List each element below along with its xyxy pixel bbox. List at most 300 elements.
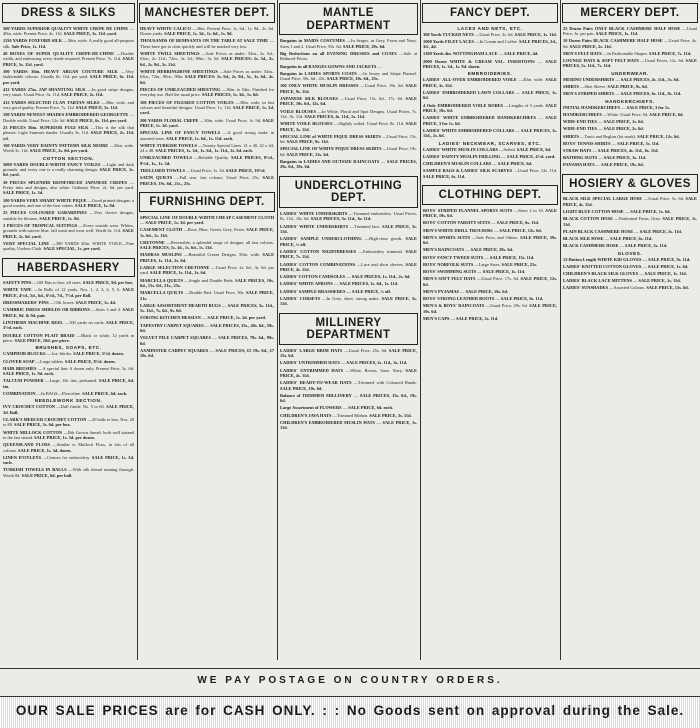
- item-price: SALE PRICE, 3s. 11d.: [280, 121, 417, 132]
- item-text: —Usual Price, 4s. 6d.: [563, 38, 697, 49]
- item-text: —Very choice designs, suitable for blouses.: [3, 210, 134, 221]
- list-item: [423, 128, 557, 139]
- item-lead: Bargains in MAIDS COSTUMES: [280, 38, 345, 44]
- list-item: [140, 168, 274, 173]
- list-item: [423, 235, 557, 246]
- item-text: —Black or white, 12 yards in piece.: [3, 332, 134, 343]
- item-lead: JAPANESE SILK BLOUSES: [280, 95, 338, 101]
- item-lead: TURKISH TOWELS IN BALLS: [3, 467, 67, 473]
- item-lead: MEN'S SOFT FELT HATS: [423, 276, 476, 282]
- item-price: SALE PRICE, 1s. 6d. yard.: [3, 166, 134, 178]
- item-text: —Reliable Quality.: [193, 155, 230, 161]
- subsection-heading: COTTON SECTION.: [42, 155, 95, 161]
- item-lead: THOUSANDS OF REMNANTS ON THE TABLE AT SALE TIME: [140, 38, 269, 44]
- item-text: —38in. wide, and very good quality. Present Price, 7s. 11d.: [3, 99, 134, 110]
- item-lead: BOYS' COTTON VARSITY SUITS: [423, 220, 491, 226]
- item-lead: LADIES' COTTON NIGHTDRESSES: [280, 248, 357, 254]
- item-text: —36in. wide. Worth 3s. 11d.: [3, 142, 134, 154]
- item-lead: LOUNGE HATS & SOFT FELT HATS: [563, 58, 639, 64]
- item-lead: LINTHERN MACHINE REEL: [3, 319, 64, 325]
- department-section: [420, 185, 560, 321]
- list-item: [280, 368, 417, 379]
- item-text: —36in. to 54in. Finished for everyday use. Half the usual price.: [140, 86, 274, 98]
- item-price: SALE PRICE, 3 for 1s.: [626, 104, 670, 110]
- list-item: [3, 143, 134, 154]
- item-price: SALE PRICE, 2s. 6d. yard.: [3, 228, 134, 239]
- item-text: —In Rolls of 12 yards. Nos. 1, 2, 3, 4, 5, 6.: [33, 287, 121, 293]
- list-item: [3, 162, 134, 178]
- item-price: SALE PRICES, 3s. 11d., 5s. 11d., 7s. 6d., 9s. 6d.: [140, 302, 274, 314]
- list-item: [563, 134, 697, 139]
- item-price: SALE PRICE, 3½d. each.: [3, 319, 134, 331]
- item-text: —In Serges, in Grey, Fawn and Navy. Sizes 1 and 2. Usual Price, 59s. 6d.: [280, 38, 417, 49]
- item-text: —Sale Prices as under: 54in., 2s. 6d.; 63in., 2s. 11d.; 72in., 3s. 3d.; 80in., 3s. 6d.: [140, 50, 274, 62]
- list-item: [280, 38, 417, 49]
- item-text: —: [492, 161, 497, 167]
- item-lead: 412 YARDS SELECTED CLAN TARTAN SILKS: [3, 99, 100, 105]
- item-text: —Usual Price, 1s. 3d.: [186, 167, 225, 173]
- item-text: —: [346, 288, 351, 294]
- list-item: [423, 32, 557, 37]
- item-lead: LADIES' CORSETS: [280, 295, 321, 301]
- list-item: [423, 289, 557, 294]
- item-lead: 100 ONLY WHITE MUSLIN DRESSES: [280, 83, 359, 89]
- list-item: [563, 58, 697, 69]
- item-text: —Full size, fast colours. Usual Price, 25s.: [175, 175, 260, 181]
- item-price: SALE PRICES, 1s. 3d., 1s. 6d., 1s. 11d., 2s. 6d. each.: [155, 148, 253, 154]
- item-price: SALE PRICE, 1s. 6d.: [630, 208, 671, 214]
- list-item: [3, 223, 134, 239]
- item-lead: MEN'S & BOYS' RAINCOATS: [423, 303, 485, 309]
- item-price: SALE PRICE, 1s. 3d. each.: [3, 454, 134, 466]
- item-lead: LARGE ASSORTMENT HEARTH RUGS: [140, 302, 221, 308]
- item-text: —: [201, 315, 207, 321]
- department-section: [0, 3, 137, 252]
- item-lead: LADIES' WHITE EMBROIDERED HANDKERCHIEFS: [423, 115, 536, 121]
- item-lead: MEN'S CAPS: [423, 315, 450, 321]
- column-2: [137, 3, 277, 365]
- item-price: SALE PRICE, 4s. 11d.: [280, 261, 417, 272]
- list-item: [563, 112, 697, 117]
- item-text: —A special line; 6 dozen only. Present Price, 3s. 6d.: [38, 365, 134, 371]
- list-item: [280, 405, 417, 410]
- item-text: —: [376, 419, 381, 425]
- item-price: SALE PRICE, 3s. 11d.: [369, 412, 412, 418]
- list-item: [3, 404, 134, 415]
- list-item: [423, 269, 557, 274]
- item-text: —: [377, 63, 382, 69]
- item-price: SALE PRICE, 5s. 11d.: [617, 140, 660, 146]
- item-price: SALE PRICE, 1s. 4d.: [75, 300, 116, 306]
- item-price: SALE PRICES, 1s. 11d., 2s. 6d.: [351, 274, 411, 280]
- item-price: SALE PRICE, 2s. 11d.: [569, 43, 612, 49]
- list-item: [3, 26, 134, 37]
- item-price: SALE PRICE, 1s. 9d.: [75, 202, 116, 208]
- item-lead: CHILDREN'S BLACK SILK GLOVES: [563, 271, 639, 276]
- item-text: —Usual Price, 15s. 6d., 17s. 6d.: [340, 95, 404, 101]
- item-text: —40in. wide. Present Price, 4s. 11d.: [3, 25, 134, 37]
- item-price: SALE PRICE, 6d. each.: [82, 390, 128, 396]
- item-text: —: [465, 247, 470, 253]
- list-item: [3, 391, 134, 396]
- item-text: —Centres for embroidery.: [42, 454, 91, 460]
- item-price: SALE PRICE, 1s. 6d.: [647, 263, 689, 269]
- list-item: [563, 105, 697, 110]
- item-price: SALE PRICE, ¼ off.: [352, 288, 392, 294]
- item-price: SALE PRICES, 1s. 11d., 2s. 6d.: [140, 252, 275, 263]
- list-item: [423, 147, 557, 152]
- item-lead: Bargains in LADIES SPORTS COATS: [280, 70, 357, 76]
- item-lead: LADIES' EMBROIDERED LAWN COLLARS: [423, 90, 515, 96]
- item-lead: WHITE TAPE: [3, 287, 32, 293]
- item-text: —: [592, 147, 597, 153]
- subsection-heading: LACES AND NETS, ETC.: [457, 25, 523, 31]
- item-text: —: [642, 256, 647, 262]
- item-price: SALE PRICE, 12s. 6d.: [286, 151, 330, 157]
- item-lead: LADIES' DAINTY MUSLIN FRILLING: [423, 153, 501, 159]
- item-price: SALE PRICE, 19s. 6d.: [423, 207, 557, 219]
- item-lead: 1200 Yards 4in. NOTTINGHAM LACE: [423, 51, 498, 57]
- item-price: SALE PRICE, 6d. tin.: [3, 378, 134, 389]
- item-lead: STRONG KITCHEN HESSIAN: [140, 315, 201, 321]
- list-item: [140, 130, 274, 141]
- list-item: [280, 348, 417, 359]
- item-text: —Sizes 2 to 10.: [514, 207, 544, 213]
- list-item: [423, 39, 557, 50]
- item-text: —Usual Price, 29s. 6d.: [485, 303, 528, 309]
- item-price: SALE PRICE, 6d.: [516, 146, 552, 152]
- item-lead: VOILE BLOUSES: [280, 108, 316, 114]
- item-lead: 30 PIECES SPLENDID REINFORCED JAPANESE CREPES: [3, 179, 128, 185]
- department-section: [277, 3, 420, 170]
- item-text: —Trimmed embroidery. Usual Prices, 8s. 11d., 10s. 6d.: [280, 211, 417, 222]
- list-item: [140, 348, 274, 359]
- item-lead: SHIRTS: [563, 84, 579, 90]
- department-header: MANCHESTER DEPT.: [139, 3, 275, 23]
- item-text: —: [595, 162, 601, 168]
- list-item: [280, 121, 417, 132]
- item-price: SALE PRICE, 10s. 6d., 12s. 6d.: [280, 95, 417, 107]
- item-lead: MADRAS MUSLINS: [140, 252, 182, 258]
- item-text: —Usual Price, 17s. 6d.: [477, 276, 519, 282]
- list-item: [280, 211, 417, 222]
- item-text: —: [604, 235, 610, 241]
- item-text: —Twenty Special Lines: 21 x 40, 22 x 44, 24 x 48.: [140, 142, 274, 154]
- item-price: SALE PRICE, 12s. 6d.: [499, 227, 542, 233]
- list-item: [423, 255, 557, 260]
- item-text: —Large Sizes.: [474, 261, 501, 267]
- list-item: [3, 198, 134, 209]
- item-text: —Double Bed. Usual Price, 30s.: [184, 290, 245, 296]
- list-item: [563, 162, 697, 167]
- item-text: —Slightly soiled. Usual Price, 8s. 11d.: [334, 121, 405, 127]
- item-text: —36in. wide. A really good all-purpose silk.: [3, 38, 135, 49]
- item-text: —: [346, 274, 351, 280]
- item-price: SALE PRICE, 4½d., 5d., 6d., 6½d., 7d., 7½d. per Roll.: [3, 287, 135, 298]
- item-lead: TALCUM POWDER: [3, 378, 44, 384]
- item-lead: LADIES' WHITE EMBROIDERED COLLARS: [423, 127, 515, 133]
- item-lead: 300 YARDS 36in. HEAVY ARGAN COUTURE SILK: [3, 68, 118, 74]
- item-price: SALE PRICE, 5s. 11d.: [280, 295, 417, 307]
- list-item: [140, 51, 274, 67]
- list-item: [140, 335, 274, 346]
- item-price: SALE PRICE, 9s. 11d.: [648, 256, 691, 262]
- item-price: SALE PRICE, 19s. 6d.: [423, 102, 557, 114]
- list-item: [3, 417, 134, 428]
- list-item: [280, 64, 417, 69]
- list-item: [423, 208, 557, 219]
- item-lead: Big Reductions on all EVENING DRESSES and COATS: [280, 50, 397, 56]
- list-item: [563, 26, 697, 37]
- department-header: MILLINERY DEPARTMENT: [279, 313, 418, 345]
- list-item: [280, 134, 417, 145]
- item-text: —Pretty tints and designs, also white. Ordinary Price, 2s. 6d. per yard.: [3, 179, 134, 190]
- item-price: SALE PRICE, 1s. 11d., 2s. 6d.: [150, 270, 207, 276]
- item-text: —: [621, 104, 626, 110]
- item-price: SALE PRICE, 1s. 11d.: [644, 271, 687, 276]
- list-item: [3, 442, 134, 453]
- item-lead: MEN'S FELT HATS: [563, 50, 602, 56]
- item-text: —Usual Price, 3s. per pair.: [563, 25, 697, 37]
- list-item: [140, 143, 274, 154]
- item-lead: LADIES' UNTRIMMED HATS: [280, 367, 344, 373]
- item-lead: 2 PIECES OF TROPICAL SUITINGS: [3, 222, 78, 228]
- item-lead: LADIES' ALL-OVER EMBROIDERED VOILE: [423, 77, 517, 83]
- item-text: —: [515, 127, 520, 133]
- item-price: SALE PRICE, 6s. 11d.: [423, 173, 466, 179]
- item-text: —: [515, 90, 521, 96]
- item-lead: MEN'S STRIPED SHIRTS: [563, 91, 615, 97]
- column-4: [420, 3, 560, 327]
- item-text: —Usual Price, 19s. 6d.: [280, 146, 417, 157]
- item-lead: 1000 Yards FILET LACES: [423, 38, 474, 44]
- item-text: —Good printed designs; a good washer, and one of the best values.: [3, 197, 134, 208]
- list-item: [3, 455, 134, 466]
- item-text: —: [642, 263, 647, 269]
- item-lead: LADIES' COTTON COMBINATIONS: [280, 261, 356, 267]
- item-text: —Trimmed Ribbon.: [332, 412, 369, 418]
- item-price: SALE PRICES, 4s. 11d., 6s. 11d.: [597, 147, 659, 153]
- item-lead: 2000 Dozen WHITE & CREAM VAL. INSERTIONS: [423, 58, 535, 64]
- column-divider: [137, 0, 138, 660]
- item-text: —Fashioned Fawn, Grey.: [614, 216, 661, 222]
- item-price: SALE PRICES, 6s. 11d., 8s. 11d.: [620, 91, 682, 97]
- item-price: SALE PRICE, 29s. 6d.: [470, 247, 514, 253]
- list-item: [563, 141, 697, 146]
- item-lead: 300 Yards TUCKED NETS: [423, 31, 474, 37]
- item-text: —: [619, 243, 624, 249]
- item-text: —Assorted Colours.: [609, 285, 646, 291]
- item-text: —In Grey, short, strong make.: [322, 295, 380, 301]
- item-price: SALE PRICES, 29s. 6d., 39s. 6d.: [280, 158, 417, 170]
- list-item: [280, 224, 417, 235]
- list-item: [423, 154, 557, 159]
- item-lead: LADIES' KNITTED COTTON GLOVES: [563, 263, 642, 269]
- item-text: —Lengths of 3 yards.: [504, 102, 544, 108]
- item-text: —Beautiful Cream Designs, 50in. wide.: [184, 252, 261, 258]
- item-text: —: [212, 335, 217, 341]
- cash-only-banner: [0, 696, 700, 727]
- item-lead: BLACK COTTON HOSE: [563, 216, 614, 222]
- item-text: —: [615, 76, 620, 82]
- item-price: SALE PRICE, 1s. 11d.: [482, 269, 526, 275]
- item-text: —These have got to clear quickly and will be marked very low.: [140, 38, 274, 49]
- item-text: —High-class goods.: [364, 236, 403, 242]
- item-price: SALE PRICE, 2s. 11d. yd.: [3, 130, 134, 141]
- item-price: SALE PRICE, 7s. 11d.: [648, 50, 692, 56]
- item-text: —: [341, 360, 346, 366]
- item-lead: 12-Button Length WHITE KID GLOVES: [563, 256, 642, 262]
- item-price: SALE PRICES: 2s. 6d., 2s. 9d., 3s., 3s. 6d., 4s. 6d.: [140, 74, 274, 85]
- item-price: SALE PRICES, £5 19s. 6d., £7 19s. 6d.: [140, 347, 274, 359]
- department-section: [137, 3, 277, 186]
- list-item: [563, 196, 697, 207]
- column-divider: [420, 0, 421, 660]
- item-lead: TRELLISED TOWELS: [140, 167, 186, 173]
- list-item: [423, 228, 557, 233]
- item-text: —: [204, 322, 210, 328]
- item-price: SALE PRICE, 9s. 11d.: [286, 139, 329, 145]
- department-header: FANCY DEPT.: [422, 3, 558, 23]
- item-text: —Soiled.: [499, 146, 516, 152]
- item-lead: INITIAL HANDKERCHIEFS: [563, 104, 620, 110]
- list-item: [423, 103, 557, 114]
- item-text: —Usual Price, 2s. 6d., 3s. 6d. per yard.: [140, 265, 274, 276]
- item-price: SALE PRICES: 2s. 3d., 2s. 6d., 2s. 9d., 2s. 11d.: [140, 56, 275, 67]
- item-text: —Double width. Usual Price, 12s. 6d.: [3, 112, 134, 123]
- list-item: [140, 100, 274, 116]
- item-price: SALE PRICE, 1s. 3d. dozen.: [18, 447, 72, 453]
- item-text: —In good stripe designs; very smart. Usual Price, 3s. 11d.: [3, 86, 134, 98]
- item-lead: Bargains in LADIES AND OUTSIZE RAINCOATS: [280, 158, 380, 164]
- item-lead: AXMINSTER CARPET SQUARES: [140, 347, 209, 353]
- item-text: —: [222, 302, 227, 308]
- item-text: —: [484, 254, 489, 260]
- item-price: SALE PRICE, 1s. 9d.: [39, 215, 80, 221]
- item-text: —Usual Price, 5s. 6d.: [643, 196, 684, 202]
- item-price: SALE PRICES, 4s. 11d., 5s. 11d.: [304, 113, 366, 119]
- list-item: [280, 83, 417, 94]
- list-item: [563, 236, 697, 241]
- item-lead: SATIN QUILTS: [140, 175, 173, 181]
- item-price: SALE PRICE, 9s. 11d.: [280, 83, 417, 94]
- item-lead: BOYS' NORFOLK SUITS: [423, 261, 474, 267]
- item-lead: MEN'S SPORTS SUITS: [423, 234, 471, 240]
- item-lead: LADIES' WHITE UNDERSKIRTS: [280, 211, 348, 217]
- item-price: SALE PRICE, 15s. 6d.: [646, 285, 689, 291]
- item-lead: 25 PIECES COLOURED GABARDINES: [3, 210, 87, 216]
- list-item: [423, 316, 557, 321]
- item-lead: MEN'S PYJAMAS: [423, 288, 459, 294]
- item-text: —White. Usual Price, 9d.: [602, 111, 649, 117]
- subsection-heading: EMBROIDERIES.: [467, 71, 513, 77]
- item-price: SALE PRICE, 5s. 11d. yard.: [3, 56, 134, 67]
- item-price: SALE PRICE, 29s. 6d.: [342, 43, 386, 49]
- list-item: [140, 227, 274, 238]
- item-lead: BOYS' TENNIS SHIRTS: [563, 140, 611, 146]
- item-text: —: [333, 281, 339, 287]
- list-item: [3, 378, 134, 389]
- item-lead: CAMPHOR BLOCKS: [3, 351, 46, 357]
- item-lead: SPECIAL LINE OF FANCY TOWELS: [140, 130, 221, 136]
- item-text: —Light and dark grounds, and every one is a really charming design.: [3, 161, 134, 172]
- item-lead: IVY CROCHET COTTON: [3, 404, 55, 410]
- item-text: —Tunic and Reglias (lot mark).: [580, 133, 637, 139]
- item-text: —: [611, 140, 617, 146]
- list-item: [280, 51, 417, 62]
- item-price: SALE PRICE, 1s. 11d.: [514, 31, 557, 37]
- list-item: [423, 51, 557, 56]
- item-price: SALE PRICE, 15s. 6d.: [280, 347, 417, 359]
- item-lead: WHITE TURKISH TOWELS: [140, 142, 197, 148]
- item-lead: MERINO UNDERSHIRTS: [563, 76, 615, 82]
- item-price: SALE PRICE, 21s.: [140, 290, 274, 301]
- item-lead: BLACK SILK SPECIAL LARGE HOSE: [563, 196, 643, 202]
- item-price: SALE PRICE, 15s. 11d.: [489, 254, 535, 260]
- list-item: [423, 247, 557, 252]
- department-section: [277, 176, 420, 307]
- item-price: SALE PRICE, ¼ off.: [280, 236, 417, 247]
- list-item: [140, 265, 274, 276]
- item-text: —This is the silk that pleases. Light Summer shades. Usually 3s. 11d.: [3, 124, 134, 136]
- item-lead: BOYS' FANCY TWEED SUITS: [423, 254, 484, 260]
- item-text: —40in. wide.: [518, 77, 544, 83]
- item-price: SALE PRICE, 12s. 6d.: [423, 276, 557, 287]
- item-text: —Usual Price, 15s. 6d.: [280, 133, 417, 145]
- item-lead: BLACK CASHMERE HOSE: [563, 243, 619, 249]
- item-lead: WHITE TWILL SHEETINGS: [140, 50, 200, 56]
- list-item: [140, 87, 274, 98]
- list-item: [280, 159, 417, 170]
- department-header: CLOTHING DEPT.: [422, 185, 558, 205]
- item-lead: BATHING SUITS: [563, 155, 598, 161]
- item-price: SALE PRICE, 10½d.: [225, 167, 266, 173]
- item-price: SALE PRICE, 10d. per piece.: [14, 337, 70, 343]
- list-item: [423, 168, 557, 179]
- item-text: —Rib Grown thread; both well stained to the last strand.: [3, 429, 134, 440]
- item-text: —100 yards on cards.: [64, 319, 105, 325]
- item-lead: 1150 YARDS FOXFORD SILK: [3, 38, 63, 44]
- item-lead: LADIES' SAMPLE UNDERCLOTHING: [280, 236, 362, 242]
- item-text: —30in. wide. Usual Price, 1s. 9d.: [199, 117, 262, 123]
- list-item: [280, 236, 417, 247]
- item-price: SALE PRICES, 1s. 3d., 1s. 6d.: [201, 92, 259, 98]
- list-item: [140, 290, 274, 301]
- item-price: SALE PRICES, 79s. 6d., 99s. 6d.: [140, 335, 274, 346]
- item-price: SALE PRICES, 15s. 6d., 19s. 6d.: [280, 392, 417, 404]
- list-item: [563, 216, 697, 227]
- department-section: [560, 174, 700, 291]
- item-text: —In Fashionable Shapes.: [602, 50, 648, 56]
- list-item: [280, 420, 417, 431]
- item-text: —Sale Prices as under: 54in., 63in., 72in., 80in., 90in.: [140, 68, 274, 80]
- item-lead: 100 PIECES OF FIGURED COTTON VOILES: [140, 99, 234, 105]
- list-item: [280, 393, 417, 404]
- item-text: —Rose, Blue, Green, Grey, Fawn.: [183, 227, 245, 233]
- item-lead: LADIES' COTTON CAMISOLES: [280, 274, 346, 280]
- postage-text: WE PAY POSTAGE ON COUNTRY ORDERS.: [197, 675, 503, 686]
- item-price: SALE PRICE, 10s. 6d.: [280, 385, 323, 391]
- item-text: —Usual Prices, 12s. 6d.: [640, 58, 684, 64]
- item-price: SALE PRICE, 1s. 9d. each.: [3, 371, 54, 377]
- item-price: SALE PRICE, 5½d. dozen.: [73, 351, 124, 357]
- department-header: DRESS & SILKS: [2, 3, 135, 23]
- item-lead: DRESSMAKERS' PINS: [3, 300, 49, 306]
- item-text: —In BAGS—Fleeceline.: [36, 390, 82, 396]
- item-price: SALE PRICE, 10s. 6d.: [465, 288, 509, 294]
- list-item: [3, 51, 134, 67]
- item-price: SALE PRICE, 8½d. dozen.: [65, 358, 116, 364]
